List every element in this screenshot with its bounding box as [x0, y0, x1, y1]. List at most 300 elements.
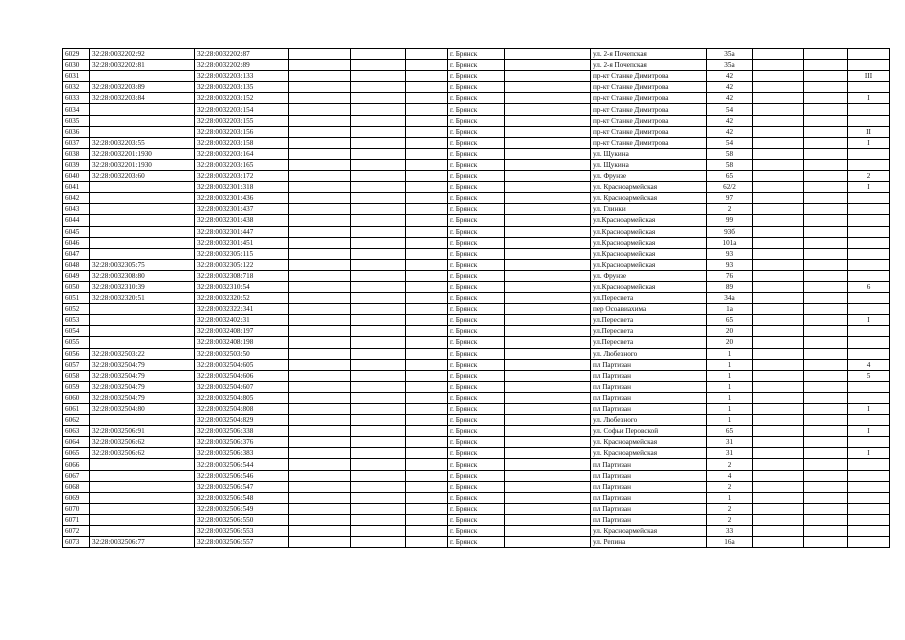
- land-cadastral-number-cell: [90, 193, 195, 204]
- record-number-cell: 6057: [63, 359, 90, 370]
- object-cadastral-number-cell: 32:28:0032504:607: [195, 381, 289, 392]
- empty-cell: [406, 381, 448, 392]
- empty-cell: [505, 93, 591, 104]
- land-cadastral-number-cell: 32:28:0032504:79: [90, 381, 195, 392]
- city-cell: г. Брянск: [448, 514, 505, 525]
- empty-cell: [351, 226, 406, 237]
- object-cadastral-number-cell: 32:28:0032504:805: [195, 392, 289, 403]
- city-cell: г. Брянск: [448, 49, 505, 60]
- object-cadastral-number-cell: 32:28:0032301:318: [195, 182, 289, 193]
- city-cell: г. Брянск: [448, 182, 505, 193]
- empty-cell: [753, 492, 804, 503]
- empty-cell: [804, 492, 848, 503]
- empty-cell: [804, 215, 848, 226]
- apartment-note-cell: [848, 49, 890, 60]
- object-cadastral-number-cell: 32:28:0032305:115: [195, 248, 289, 259]
- empty-cell: [289, 237, 351, 248]
- land-cadastral-number-cell: [90, 415, 195, 426]
- empty-cell: [351, 503, 406, 514]
- empty-cell: [351, 526, 406, 537]
- street-cell: ул.Красноармейская: [591, 281, 707, 292]
- apartment-note-cell: [848, 326, 890, 337]
- city-cell: г. Брянск: [448, 159, 505, 170]
- empty-cell: [804, 304, 848, 315]
- table-row: [63, 193, 890, 204]
- house-number-cell: 97: [707, 193, 753, 204]
- apartment-note-cell: I: [848, 448, 890, 459]
- empty-cell: [505, 182, 591, 193]
- house-number-cell: 42: [707, 71, 753, 82]
- city-cell: г. Брянск: [448, 126, 505, 137]
- empty-cell: [804, 49, 848, 60]
- city-cell: г. Брянск: [448, 71, 505, 82]
- land-cadastral-number-cell: [90, 237, 195, 248]
- house-number-cell: 4: [707, 470, 753, 481]
- object-cadastral-number-cell: 32:28:0032408:197: [195, 326, 289, 337]
- city-cell: г. Брянск: [448, 459, 505, 470]
- empty-cell: [351, 359, 406, 370]
- street-cell: пр-кт Станке Димитрова: [591, 115, 707, 126]
- empty-cell: [406, 281, 448, 292]
- table-row: [63, 259, 890, 270]
- land-cadastral-number-cell: [90, 503, 195, 514]
- house-number-cell: 42: [707, 93, 753, 104]
- empty-cell: [505, 193, 591, 204]
- empty-cell: [505, 415, 591, 426]
- empty-cell: [406, 137, 448, 148]
- empty-cell: [406, 148, 448, 159]
- empty-cell: [406, 415, 448, 426]
- table-row: [63, 381, 890, 392]
- empty-cell: [753, 115, 804, 126]
- empty-cell: [505, 492, 591, 503]
- empty-cell: [406, 259, 448, 270]
- empty-cell: [804, 248, 848, 259]
- record-number-cell: 6055: [63, 337, 90, 348]
- empty-cell: [753, 503, 804, 514]
- empty-cell: [406, 503, 448, 514]
- empty-cell: [289, 537, 351, 548]
- empty-cell: [406, 437, 448, 448]
- object-cadastral-number-cell: 32:28:0032506:546: [195, 470, 289, 481]
- object-cadastral-number-cell: 32:28:0032301:438: [195, 215, 289, 226]
- empty-cell: [505, 137, 591, 148]
- empty-cell: [753, 248, 804, 259]
- city-cell: г. Брянск: [448, 215, 505, 226]
- city-cell: г. Брянск: [448, 304, 505, 315]
- house-number-cell: 1: [707, 370, 753, 381]
- apartment-note-cell: I: [848, 182, 890, 193]
- city-cell: г. Брянск: [448, 470, 505, 481]
- empty-cell: [505, 437, 591, 448]
- street-cell: ул.Красноармейская: [591, 248, 707, 259]
- city-cell: г. Брянск: [448, 370, 505, 381]
- street-cell: ул.Красноармейская: [591, 259, 707, 270]
- apartment-note-cell: 2: [848, 171, 890, 182]
- street-cell: пл Партизан: [591, 392, 707, 403]
- empty-cell: [505, 237, 591, 248]
- empty-cell: [505, 448, 591, 459]
- record-number-cell: 6035: [63, 115, 90, 126]
- empty-cell: [753, 381, 804, 392]
- empty-cell: [351, 281, 406, 292]
- land-cadastral-number-cell: 32:28:0032504:79: [90, 359, 195, 370]
- empty-cell: [406, 337, 448, 348]
- empty-cell: [351, 481, 406, 492]
- empty-cell: [804, 537, 848, 548]
- empty-cell: [351, 60, 406, 71]
- empty-cell: [804, 481, 848, 492]
- empty-cell: [289, 204, 351, 215]
- empty-cell: [804, 503, 848, 514]
- street-cell: ул. Красноармейская: [591, 193, 707, 204]
- table-row: [63, 404, 890, 415]
- apartment-note-cell: [848, 159, 890, 170]
- empty-cell: [753, 304, 804, 315]
- city-cell: г. Брянск: [448, 537, 505, 548]
- table-row: [63, 326, 890, 337]
- empty-cell: [289, 381, 351, 392]
- empty-cell: [753, 459, 804, 470]
- empty-cell: [753, 470, 804, 481]
- house-number-cell: 1: [707, 404, 753, 415]
- empty-cell: [804, 93, 848, 104]
- street-cell: ул.Красноармейская: [591, 237, 707, 248]
- city-cell: г. Брянск: [448, 437, 505, 448]
- empty-cell: [505, 82, 591, 93]
- empty-cell: [351, 148, 406, 159]
- city-cell: г. Брянск: [448, 293, 505, 304]
- empty-cell: [406, 370, 448, 381]
- apartment-note-cell: [848, 204, 890, 215]
- empty-cell: [505, 526, 591, 537]
- empty-cell: [406, 359, 448, 370]
- land-cadastral-number-cell: 32:28:0032506:62: [90, 437, 195, 448]
- street-cell: пр-кт Станке Димитрова: [591, 126, 707, 137]
- empty-cell: [351, 126, 406, 137]
- land-cadastral-number-cell: 32:28:0032310:39: [90, 281, 195, 292]
- empty-cell: [289, 304, 351, 315]
- street-cell: пл Партизан: [591, 470, 707, 481]
- empty-cell: [289, 182, 351, 193]
- object-cadastral-number-cell: 32:28:0032202:89: [195, 60, 289, 71]
- empty-cell: [351, 381, 406, 392]
- house-number-cell: 1: [707, 392, 753, 403]
- city-cell: г. Брянск: [448, 60, 505, 71]
- empty-cell: [406, 326, 448, 337]
- empty-cell: [289, 514, 351, 525]
- empty-cell: [289, 503, 351, 514]
- empty-cell: [289, 281, 351, 292]
- empty-cell: [351, 93, 406, 104]
- empty-cell: [753, 204, 804, 215]
- object-cadastral-number-cell: 32:28:0032408:198: [195, 337, 289, 348]
- empty-cell: [406, 492, 448, 503]
- empty-cell: [289, 93, 351, 104]
- empty-cell: [351, 49, 406, 60]
- table-row: [63, 304, 890, 315]
- record-number-cell: 6029: [63, 49, 90, 60]
- empty-cell: [289, 193, 351, 204]
- empty-cell: [406, 60, 448, 71]
- house-number-cell: 35а: [707, 60, 753, 71]
- street-cell: пл Партизан: [591, 514, 707, 525]
- empty-cell: [753, 126, 804, 137]
- empty-cell: [753, 137, 804, 148]
- table-row: [63, 359, 890, 370]
- street-cell: пер Осоавиахима: [591, 304, 707, 315]
- apartment-note-cell: [848, 415, 890, 426]
- street-cell: ул. Софьи Перовской: [591, 426, 707, 437]
- apartment-note-cell: [848, 104, 890, 115]
- empty-cell: [753, 448, 804, 459]
- street-cell: пл Партизан: [591, 381, 707, 392]
- empty-cell: [406, 248, 448, 259]
- empty-cell: [505, 204, 591, 215]
- land-cadastral-number-cell: 32:28:0032506:77: [90, 537, 195, 548]
- object-cadastral-number-cell: 32:28:0032506:338: [195, 426, 289, 437]
- empty-cell: [804, 437, 848, 448]
- empty-cell: [505, 337, 591, 348]
- empty-cell: [753, 226, 804, 237]
- house-number-cell: 54: [707, 137, 753, 148]
- street-cell: ул. Любезного: [591, 348, 707, 359]
- empty-cell: [804, 293, 848, 304]
- apartment-note-cell: [848, 470, 890, 481]
- empty-cell: [505, 171, 591, 182]
- empty-cell: [505, 115, 591, 126]
- land-cadastral-number-cell: [90, 115, 195, 126]
- empty-cell: [406, 293, 448, 304]
- street-cell: ул.Красноармейская: [591, 215, 707, 226]
- house-number-cell: 58: [707, 159, 753, 170]
- record-number-cell: 6031: [63, 71, 90, 82]
- empty-cell: [505, 315, 591, 326]
- empty-cell: [505, 71, 591, 82]
- empty-cell: [804, 115, 848, 126]
- house-number-cell: 2: [707, 204, 753, 215]
- record-number-cell: 6049: [63, 270, 90, 281]
- empty-cell: [505, 148, 591, 159]
- apartment-note-cell: [848, 537, 890, 548]
- apartment-note-cell: [848, 248, 890, 259]
- street-cell: ул. Щукина: [591, 148, 707, 159]
- land-cadastral-number-cell: 32:28:0032202:81: [90, 60, 195, 71]
- house-number-cell: 101а: [707, 237, 753, 248]
- land-cadastral-number-cell: [90, 526, 195, 537]
- empty-cell: [804, 404, 848, 415]
- house-number-cell: 16а: [707, 537, 753, 548]
- empty-cell: [753, 49, 804, 60]
- empty-cell: [406, 448, 448, 459]
- city-cell: г. Брянск: [448, 137, 505, 148]
- empty-cell: [289, 448, 351, 459]
- land-cadastral-number-cell: 32:28:0032503:22: [90, 348, 195, 359]
- city-cell: г. Брянск: [448, 415, 505, 426]
- empty-cell: [804, 281, 848, 292]
- object-cadastral-number-cell: 32:28:0032320:52: [195, 293, 289, 304]
- street-cell: пр-кт Станке Димитрова: [591, 71, 707, 82]
- empty-cell: [505, 259, 591, 270]
- empty-cell: [351, 437, 406, 448]
- table-row: [63, 370, 890, 381]
- street-cell: ул.Пересвета: [591, 326, 707, 337]
- object-cadastral-number-cell: 32:28:0032506:383: [195, 448, 289, 459]
- record-number-cell: 6034: [63, 104, 90, 115]
- empty-cell: [753, 404, 804, 415]
- apartment-note-cell: [848, 304, 890, 315]
- empty-cell: [351, 470, 406, 481]
- empty-cell: [505, 49, 591, 60]
- table-row: [63, 93, 890, 104]
- empty-cell: [351, 182, 406, 193]
- street-cell: ул. Фрунзе: [591, 171, 707, 182]
- empty-cell: [753, 82, 804, 93]
- empty-cell: [406, 537, 448, 548]
- land-cadastral-number-cell: 32:28:0032203:84: [90, 93, 195, 104]
- table-row: [63, 448, 890, 459]
- empty-cell: [753, 370, 804, 381]
- city-cell: г. Брянск: [448, 237, 505, 248]
- empty-cell: [505, 159, 591, 170]
- empty-cell: [351, 259, 406, 270]
- empty-cell: [804, 514, 848, 525]
- apartment-note-cell: [848, 337, 890, 348]
- empty-cell: [753, 415, 804, 426]
- empty-cell: [289, 259, 351, 270]
- empty-cell: [289, 526, 351, 537]
- empty-cell: [753, 348, 804, 359]
- empty-cell: [753, 215, 804, 226]
- street-cell: ул.Красноармейская: [591, 226, 707, 237]
- house-number-cell: 93б: [707, 226, 753, 237]
- empty-cell: [406, 526, 448, 537]
- empty-cell: [406, 49, 448, 60]
- record-number-cell: 6052: [63, 304, 90, 315]
- city-cell: г. Брянск: [448, 204, 505, 215]
- empty-cell: [804, 381, 848, 392]
- record-number-cell: 6067: [63, 470, 90, 481]
- empty-cell: [505, 426, 591, 437]
- street-cell: ул. Красноармейская: [591, 182, 707, 193]
- empty-cell: [505, 359, 591, 370]
- table-row: [63, 104, 890, 115]
- empty-cell: [406, 270, 448, 281]
- city-cell: г. Брянск: [448, 104, 505, 115]
- empty-cell: [753, 359, 804, 370]
- empty-cell: [804, 82, 848, 93]
- empty-cell: [804, 60, 848, 71]
- record-number-cell: 6068: [63, 481, 90, 492]
- empty-cell: [289, 437, 351, 448]
- table-row: [63, 159, 890, 170]
- house-number-cell: 54: [707, 104, 753, 115]
- empty-cell: [753, 337, 804, 348]
- empty-cell: [351, 270, 406, 281]
- empty-cell: [289, 426, 351, 437]
- empty-cell: [406, 193, 448, 204]
- empty-cell: [804, 204, 848, 215]
- empty-cell: [804, 71, 848, 82]
- table-row: [63, 215, 890, 226]
- table-row: [63, 182, 890, 193]
- empty-cell: [289, 126, 351, 137]
- empty-cell: [289, 348, 351, 359]
- record-number-cell: 6059: [63, 381, 90, 392]
- land-cadastral-number-cell: [90, 459, 195, 470]
- empty-cell: [406, 226, 448, 237]
- object-cadastral-number-cell: 32:28:0032203:155: [195, 115, 289, 126]
- record-number-cell: 6042: [63, 193, 90, 204]
- empty-cell: [289, 481, 351, 492]
- street-cell: ул. 2-я Почепская: [591, 49, 707, 60]
- record-number-cell: 6070: [63, 503, 90, 514]
- house-number-cell: 42: [707, 126, 753, 137]
- record-number-cell: 6036: [63, 126, 90, 137]
- empty-cell: [289, 148, 351, 159]
- object-cadastral-number-cell: 32:28:0032203:165: [195, 159, 289, 170]
- empty-cell: [406, 426, 448, 437]
- street-cell: ул. Красноармейская: [591, 526, 707, 537]
- empty-cell: [351, 204, 406, 215]
- city-cell: г. Брянск: [448, 281, 505, 292]
- land-cadastral-number-cell: 32:28:0032308:80: [90, 270, 195, 281]
- empty-cell: [351, 293, 406, 304]
- street-cell: пл Партизан: [591, 370, 707, 381]
- apartment-note-cell: 6: [848, 281, 890, 292]
- record-number-cell: 6060: [63, 392, 90, 403]
- empty-cell: [505, 248, 591, 259]
- land-cadastral-number-cell: 32:28:0032203:60: [90, 171, 195, 182]
- apartment-note-cell: [848, 392, 890, 403]
- object-cadastral-number-cell: 32:28:0032402:31: [195, 315, 289, 326]
- house-number-cell: 2: [707, 459, 753, 470]
- apartment-note-cell: I: [848, 315, 890, 326]
- city-cell: г. Брянск: [448, 226, 505, 237]
- empty-cell: [406, 215, 448, 226]
- empty-cell: [753, 270, 804, 281]
- house-number-cell: 93: [707, 259, 753, 270]
- apartment-note-cell: III: [848, 71, 890, 82]
- empty-cell: [289, 115, 351, 126]
- empty-cell: [289, 82, 351, 93]
- empty-cell: [753, 171, 804, 182]
- empty-cell: [804, 226, 848, 237]
- land-cadastral-number-cell: [90, 315, 195, 326]
- record-number-cell: 6041: [63, 182, 90, 193]
- empty-cell: [351, 337, 406, 348]
- empty-cell: [753, 481, 804, 492]
- empty-cell: [505, 537, 591, 548]
- apartment-note-cell: [848, 492, 890, 503]
- empty-cell: [753, 537, 804, 548]
- house-number-cell: 42: [707, 82, 753, 93]
- table-row: [63, 348, 890, 359]
- empty-cell: [351, 348, 406, 359]
- land-cadastral-number-cell: 32:28:0032305:75: [90, 259, 195, 270]
- empty-cell: [753, 71, 804, 82]
- apartment-note-cell: [848, 259, 890, 270]
- table-row: [63, 514, 890, 525]
- record-number-cell: 6066: [63, 459, 90, 470]
- empty-cell: [505, 281, 591, 292]
- street-cell: ул. Фрунзе: [591, 270, 707, 281]
- object-cadastral-number-cell: 32:28:0032506:548: [195, 492, 289, 503]
- city-cell: г. Брянск: [448, 148, 505, 159]
- empty-cell: [804, 359, 848, 370]
- object-cadastral-number-cell: 32:28:0032301:436: [195, 193, 289, 204]
- empty-cell: [289, 248, 351, 259]
